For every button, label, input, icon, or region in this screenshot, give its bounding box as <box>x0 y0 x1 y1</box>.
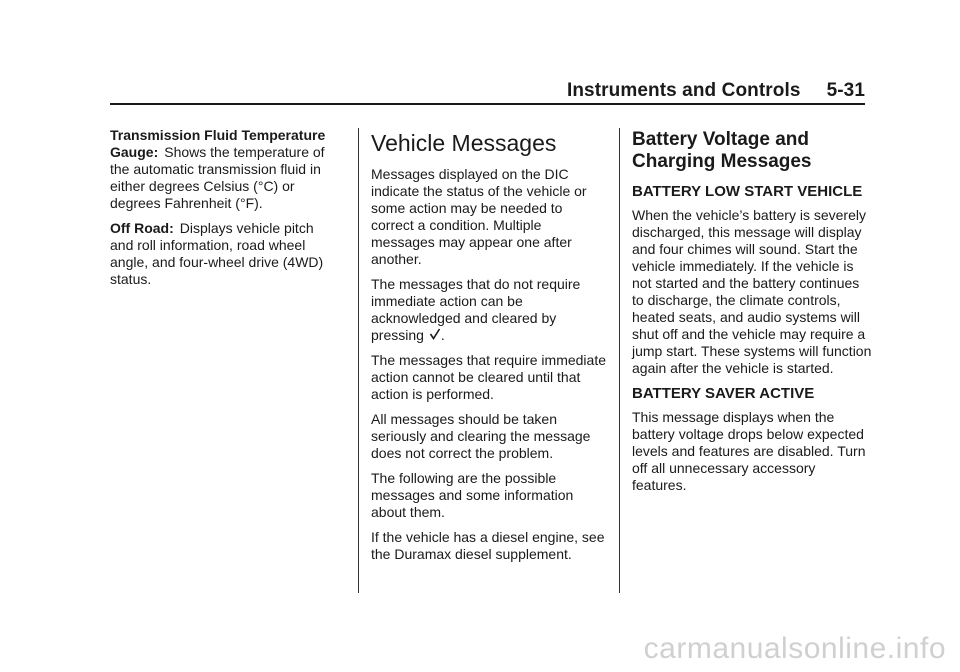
paragraph-acknowledge <box>371 276 606 344</box>
paragraph-seriously: All messages should be taken seriously and clearing the message does not correct the problem. <box>371 411 591 461</box>
subheading-battery-saver: BATTERY SAVER ACTIVE <box>632 385 815 402</box>
page-header <box>567 80 865 102</box>
paragraph-diesel: If the vehicle has a diesel engine, see the Duramax diesel supplement. <box>371 529 605 562</box>
paragraph-battery-low: When the vehicle’s battery is severely discharged, this message will display and four chimes will sound. Start the vehicle immediately. If the vehicle is not started and the battery continues to discharge, the climate controls, heated seats, and audio systems will shut off and the vehicle may require a jump start. These systems will function again after the vehicle is started. <box>632 207 872 376</box>
heading-battery-voltage: Battery Voltage and Charging Messages <box>632 129 812 172</box>
watermark: carmanualsonline.info <box>643 632 946 665</box>
term-off-road: Off Road: <box>110 220 174 236</box>
column-3 <box>632 127 872 502</box>
heading-vehicle-messages: Vehicle Messages <box>371 130 557 156</box>
paragraph-dic-messages: Messages displayed on the DIC indicate the status of the vehicle or some action may be needed to correct a condition. Multiple messages may appear one after another. <box>371 166 587 267</box>
paragraph-off-road <box>110 220 340 288</box>
paragraph-battery-saver: This message displays when the battery voltage drops below expected levels and features are disabled. Turn off all unnecessary accessory features. <box>632 409 866 493</box>
header-rule <box>110 103 865 105</box>
term-transmission-gauge: Transmission Fluid Temperature Gauge: <box>110 127 326 160</box>
page-number: 5-31 <box>826 80 865 101</box>
column-divider-1 <box>358 128 359 593</box>
column-divider-2 <box>619 128 620 593</box>
subheading-battery-low: BATTERY LOW START VEHICLE <box>632 183 863 200</box>
column-1 <box>110 127 340 296</box>
text-acknowledge-end: . <box>440 327 445 343</box>
checkmark-icon <box>429 328 441 340</box>
text-transmission-gauge: Shows the temperature of the automatic transmission fluid in either degrees Celsius (°C) or degrees Fahrenheit (°F). <box>110 144 325 211</box>
paragraph-immediate-action: The messages that require immediate action cannot be cleared until that action is performed. <box>371 352 606 402</box>
paragraph-transmission <box>110 127 340 212</box>
section-title: Instruments and Controls <box>566 80 801 101</box>
text-acknowledge: The messages that do not require immediate action can be acknowledged and cleared by pressing <box>371 276 581 343</box>
text-off-road: Displays vehicle pitch and roll information, road wheel angle, and four-wheel drive (4WD) status. <box>110 220 324 287</box>
paragraph-possible-messages: The following are the possible messages and some information about them. <box>371 470 574 520</box>
column-2 <box>371 127 606 571</box>
